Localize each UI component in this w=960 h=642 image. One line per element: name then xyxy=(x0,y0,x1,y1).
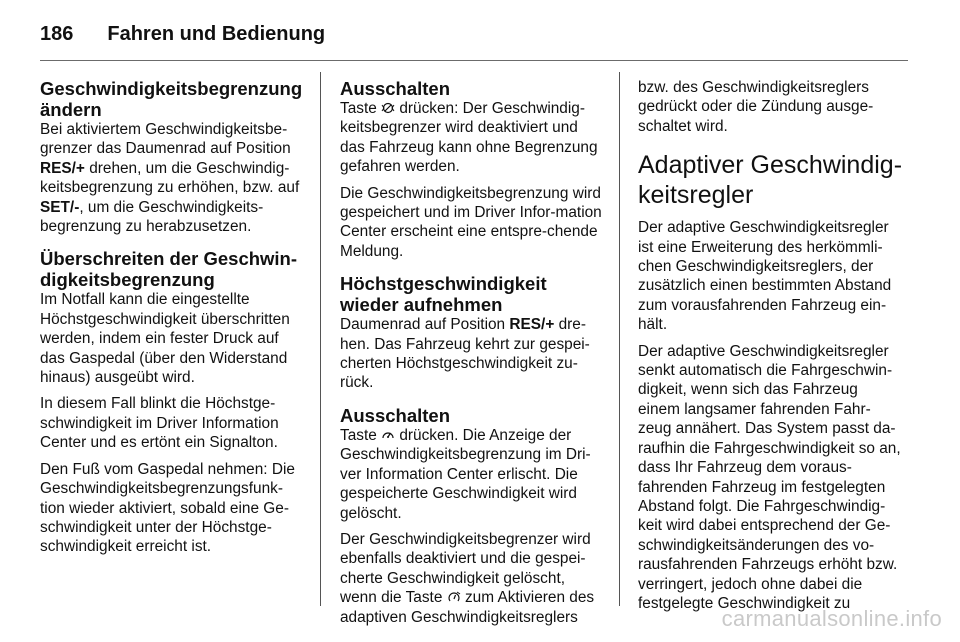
section-heading: Geschwindigkeitsbegrenzung ändern xyxy=(40,78,303,120)
header-divider xyxy=(40,60,908,61)
res-label: RES/+ xyxy=(509,316,555,334)
section-heading: Ausschalten xyxy=(340,404,451,426)
section-heading: Überschreiten der Geschwin-digkeitsbegrenzung xyxy=(40,248,298,291)
paragraph: Bei aktiviertem Geschwindigkeitsbe-grenzer das Daumenrad auf Position RES/+ drehen, um die Geschwindig-keitsbegrenzung zu erhöhen, bzw. auf SET/-, um die Geschwindigkeits-begrenzung zu herabzusetzen. xyxy=(40,121,300,236)
column-divider-2 xyxy=(619,72,620,606)
chapter-heading-adaptive-cruise: Adaptiver Geschwindig-keitsregler xyxy=(638,151,903,210)
paragraph: Taste drücken: Der Geschwindig-keitsbegrenzer wird deaktiviert und das Fahrzeug kann ohne Begrenzung gefahren werden. xyxy=(340,100,598,176)
paragraph: Die Geschwindigkeitsbegrenzung wird gespeichert und im Driver Infor-mation Center erscheint eine entspre-chende Meldung. xyxy=(340,184,602,260)
watermark: carmanualsonline.info xyxy=(721,606,942,631)
column-2 xyxy=(340,78,604,634)
set-label: SET/- xyxy=(40,198,80,216)
section-resume-speed xyxy=(340,273,604,393)
paragraph: Der adaptive Geschwindigkeitsregler senkt automatisch die Fahrgeschwin-digkeit, wenn sich das Fahrzeug einem langsamer fahrenden Fahr-zeug annähert. Das System passt da-raufhin die Fahrgeschwindigkeit so an, dass Ihr Fahrzeug dem voraus-fahrenden Fahrzeug im festgelegten Abstand folgt. Die Fahrgeschwindig-keit wird dabei entsprechend der Ge-schwindigkeitsänderungen des vo-rausfahrenden Fahrzeugs erhöht bzw. verringert, jedoch ohne dabei die festgelegte Geschwindigkeit zu xyxy=(638,342,901,612)
section-heading: Ausschalten xyxy=(340,78,451,99)
column-3 xyxy=(638,78,902,620)
paragraph: Der adaptive Geschwindigkeitsregler ist eine Erweiterung des herkömmli-chen Geschwindigkeitsreglers, der zusätzlich einen bestimmten Abstand zum vorausfahrenden Fahrzeug ein-hält. xyxy=(638,219,892,334)
column-1 xyxy=(40,78,304,564)
limiter-off-icon xyxy=(381,100,395,112)
limiter-cancel-icon xyxy=(381,427,395,439)
paragraph: Im Notfall kann die eingestellte Höchstgeschwindigkeit überschritten werden, indem ein fester Druck auf das Gaspedal (über den Widerstand hinaus) ausgeübt wird. xyxy=(40,291,290,387)
section-switch-off-2 xyxy=(340,405,604,627)
page-number: 186 xyxy=(40,22,74,45)
adaptive-cruise-icon xyxy=(447,589,461,601)
page-header xyxy=(40,16,325,52)
paragraph: bzw. des Geschwindigkeitsreglers gedrückt oder die Zündung ausge-schaltet wird. xyxy=(638,79,874,135)
chapter-title: Fahren und Bedienung xyxy=(107,22,326,45)
paragraph: Taste drücken. Die Anzeige der Geschwindigkeitsbegrenzung im Dri-ver Information Center erlischt. Die gespeicherte Geschwindigkeit wird gelöscht. xyxy=(340,426,591,522)
paragraph: Daumenrad auf Position RES/+ dre-hen. Das Fahrzeug kehrt zur gespei-cherten Höchstgeschwindigkeit zu-rück. xyxy=(340,316,590,392)
section-heading: Höchstgeschwindigkeit wieder aufnehmen xyxy=(340,273,547,316)
section-exceed-limit xyxy=(40,248,304,556)
paragraph: Den Fuß vom Gaspedal nehmen: Die Geschwindigkeitsbegrenzungsfunk-tion wieder aktiviert, sobald eine Ge-schwindigkeit unter der Höchstge-schwindigkeit erreicht ist. xyxy=(40,460,295,556)
section-change-limit xyxy=(40,78,304,236)
column-divider-1 xyxy=(320,72,321,606)
res-label: RES/+ xyxy=(40,159,85,177)
section-switch-off xyxy=(340,78,604,261)
paragraph: In diesem Fall blinkt die Höchstge-schwindigkeit im Driver Information Center und es ertönt ein Signalton. xyxy=(40,395,279,452)
paragraph: Der Geschwindigkeitsbegrenzer wird ebenfalls deaktiviert und die gespei-cherte Geschwindigkeit gelöscht, wenn die Taste zum Aktivieren des adaptiven Geschwindigkeitsreglers xyxy=(340,530,595,626)
